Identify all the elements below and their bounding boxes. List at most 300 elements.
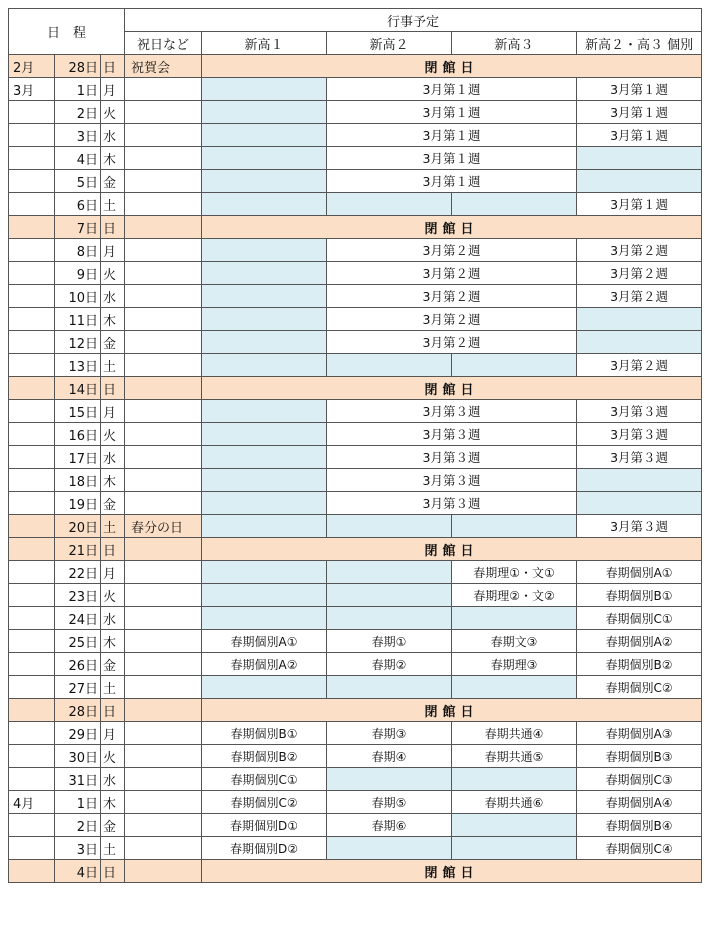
table-row: [9, 78, 702, 101]
month-cell: [9, 101, 55, 124]
weekday-cell: 月: [101, 400, 125, 423]
col-4-cell: 3月第２週: [577, 262, 702, 285]
col-4-cell: [577, 331, 702, 354]
holiday-cell: [125, 147, 202, 170]
col-2-3-cell: 3月第３週: [327, 492, 577, 515]
date-cell: 13日: [55, 354, 101, 377]
holiday-cell: [125, 446, 202, 469]
table-row: [9, 285, 702, 308]
col-4-cell: [577, 308, 702, 331]
col-2-cell: [327, 676, 452, 699]
date-cell: 23日: [55, 584, 101, 607]
col-2-3-cell: 3月第１週: [327, 124, 577, 147]
date-cell: 28日: [55, 699, 101, 722]
weekday-cell: 火: [101, 423, 125, 446]
header-holiday: 祝日など: [125, 32, 202, 55]
header-col-4: 新高２・高３ 個別: [577, 32, 702, 55]
table-row: [9, 699, 702, 722]
month-cell: [9, 630, 55, 653]
col-4-cell: 春期個別C①: [577, 607, 702, 630]
weekday-cell: 水: [101, 124, 125, 147]
col-4-cell: 3月第３週: [577, 446, 702, 469]
weekday-cell: 木: [101, 147, 125, 170]
weekday-cell: 木: [101, 308, 125, 331]
date-cell: 31日: [55, 768, 101, 791]
month-cell: [9, 722, 55, 745]
col-2-cell: 春期⑥: [327, 814, 452, 837]
col-4-cell: 3月第１週: [577, 101, 702, 124]
col-4-cell: 春期個別A④: [577, 791, 702, 814]
col-2-cell: 春期③: [327, 722, 452, 745]
col-4-cell: 春期個別B③: [577, 745, 702, 768]
weekday-cell: 土: [101, 676, 125, 699]
weekday-cell: 金: [101, 814, 125, 837]
month-cell: [9, 308, 55, 331]
col-4-cell: 春期個別B①: [577, 584, 702, 607]
closed-label: 閉館日: [202, 538, 702, 561]
date-cell: 29日: [55, 722, 101, 745]
weekday-cell: 日: [101, 55, 125, 78]
weekday-cell: 木: [101, 630, 125, 653]
holiday-cell: [125, 285, 202, 308]
col-1-cell: [202, 331, 327, 354]
month-cell: [9, 837, 55, 860]
date-cell: 24日: [55, 607, 101, 630]
month-cell: [9, 538, 55, 561]
col-1-cell: 春期個別A①: [202, 630, 327, 653]
date-cell: 4日: [55, 860, 101, 883]
month-cell: [9, 285, 55, 308]
col-1-cell: 春期個別C②: [202, 791, 327, 814]
weekday-cell: 金: [101, 331, 125, 354]
holiday-cell: [125, 699, 202, 722]
holiday-cell: [125, 791, 202, 814]
col-1-cell: [202, 676, 327, 699]
date-cell: 30日: [55, 745, 101, 768]
col-4-cell: 3月第１週: [577, 193, 702, 216]
col-4-cell: 3月第２週: [577, 239, 702, 262]
weekday-cell: 木: [101, 469, 125, 492]
month-cell: [9, 377, 55, 400]
date-cell: 2日: [55, 101, 101, 124]
col-1-cell: [202, 561, 327, 584]
month-cell: [9, 607, 55, 630]
weekday-cell: 水: [101, 607, 125, 630]
table-row: [9, 216, 702, 239]
holiday-cell: [125, 377, 202, 400]
holiday-cell: [125, 630, 202, 653]
schedule-rows: [9, 55, 702, 883]
weekday-cell: 火: [101, 101, 125, 124]
month-cell: [9, 860, 55, 883]
col-4-cell: 3月第３週: [577, 400, 702, 423]
holiday-cell: [125, 216, 202, 239]
holiday-cell: [125, 607, 202, 630]
header-col-1: 新高１: [202, 32, 327, 55]
weekday-cell: 日: [101, 216, 125, 239]
holiday-cell: [125, 584, 202, 607]
col-3-cell: [452, 768, 577, 791]
table-row: [9, 561, 702, 584]
weekday-cell: 日: [101, 699, 125, 722]
closed-label: 閉館日: [202, 699, 702, 722]
date-cell: 27日: [55, 676, 101, 699]
month-cell: [9, 216, 55, 239]
col-1-cell: [202, 262, 327, 285]
col-1-cell: [202, 515, 327, 538]
table-row: [9, 630, 702, 653]
col-1-cell: [202, 354, 327, 377]
col-1-cell: [202, 101, 327, 124]
col-3-cell: 春期共通⑤: [452, 745, 577, 768]
date-cell: 12日: [55, 331, 101, 354]
weekday-cell: 土: [101, 354, 125, 377]
col-2-3-cell: 3月第２週: [327, 262, 577, 285]
col-4-cell: 春期個別A③: [577, 722, 702, 745]
col-2-cell: [327, 607, 452, 630]
month-cell: [9, 469, 55, 492]
col-1-cell: 春期個別C①: [202, 768, 327, 791]
holiday-cell: [125, 124, 202, 147]
month-cell: [9, 147, 55, 170]
date-cell: 7日: [55, 216, 101, 239]
col-2-cell: 春期①: [327, 630, 452, 653]
holiday-cell: [125, 538, 202, 561]
closed-label: 閉館日: [202, 55, 702, 78]
col-1-cell: [202, 400, 327, 423]
table-row: [9, 377, 702, 400]
header-schedule: 日 程: [9, 9, 125, 55]
col-1-cell: [202, 423, 327, 446]
table-row: [9, 814, 702, 837]
holiday-cell: [125, 262, 202, 285]
month-cell: [9, 676, 55, 699]
col-2-3-cell: 3月第３週: [327, 469, 577, 492]
col-2-cell: [327, 837, 452, 860]
col-4-cell: 春期個別A①: [577, 561, 702, 584]
month-cell: [9, 584, 55, 607]
weekday-cell: 金: [101, 492, 125, 515]
table-row: [9, 193, 702, 216]
date-cell: 8日: [55, 239, 101, 262]
month-cell: [9, 423, 55, 446]
col-3-cell: [452, 515, 577, 538]
holiday-cell: [125, 814, 202, 837]
col-4-cell: 3月第１週: [577, 124, 702, 147]
date-cell: 22日: [55, 561, 101, 584]
col-1-cell: [202, 193, 327, 216]
col-1-cell: [202, 308, 327, 331]
col-3-cell: [452, 837, 577, 860]
col-3-cell: [452, 676, 577, 699]
month-cell: [9, 124, 55, 147]
weekday-cell: 土: [101, 515, 125, 538]
schedule-table: [8, 8, 702, 883]
date-cell: 26日: [55, 653, 101, 676]
holiday-cell: [125, 722, 202, 745]
col-1-cell: [202, 124, 327, 147]
header-col-3: 新高３: [452, 32, 577, 55]
col-2-cell: [327, 584, 452, 607]
holiday-cell: [125, 653, 202, 676]
month-cell: [9, 515, 55, 538]
col-2-3-cell: 3月第１週: [327, 101, 577, 124]
col-1-cell: [202, 239, 327, 262]
month-cell: [9, 239, 55, 262]
table-row: [9, 722, 702, 745]
col-4-cell: [577, 170, 702, 193]
holiday-cell: [125, 170, 202, 193]
col-4-cell: 春期個別B④: [577, 814, 702, 837]
table-row: [9, 745, 702, 768]
closed-label: 閉館日: [202, 860, 702, 883]
col-2-cell: [327, 354, 452, 377]
col-1-cell: [202, 147, 327, 170]
holiday-cell: [125, 101, 202, 124]
table-row: [9, 607, 702, 630]
weekday-cell: 水: [101, 285, 125, 308]
table-row: [9, 860, 702, 883]
holiday-cell: [125, 768, 202, 791]
holiday-cell: [125, 469, 202, 492]
weekday-cell: 木: [101, 791, 125, 814]
holiday-cell: [125, 837, 202, 860]
month-cell: [9, 193, 55, 216]
month-cell: [9, 331, 55, 354]
weekday-cell: 火: [101, 262, 125, 285]
col-2-3-cell: 3月第２週: [327, 308, 577, 331]
table-row: [9, 469, 702, 492]
col-4-cell: 春期個別C③: [577, 768, 702, 791]
weekday-cell: 火: [101, 584, 125, 607]
holiday-cell: [125, 193, 202, 216]
col-1-cell: 春期個別D②: [202, 837, 327, 860]
table-row: [9, 101, 702, 124]
col-2-3-cell: 3月第２週: [327, 239, 577, 262]
holiday-cell: [125, 354, 202, 377]
col-1-cell: 春期個別A②: [202, 653, 327, 676]
holiday-cell: [125, 745, 202, 768]
col-2-3-cell: 3月第１週: [327, 170, 577, 193]
col-2-cell: 春期⑤: [327, 791, 452, 814]
table-row: [9, 239, 702, 262]
holiday-cell: [125, 492, 202, 515]
col-2-3-cell: 3月第１週: [327, 78, 577, 101]
table-row: [9, 423, 702, 446]
col-3-cell: 春期共通⑥: [452, 791, 577, 814]
month-cell: [9, 400, 55, 423]
date-cell: 1日: [55, 791, 101, 814]
table-row: [9, 55, 702, 78]
table-row: [9, 331, 702, 354]
date-cell: 5日: [55, 170, 101, 193]
col-1-cell: [202, 78, 327, 101]
holiday-cell: [125, 331, 202, 354]
month-cell: [9, 561, 55, 584]
table-row: [9, 147, 702, 170]
date-cell: 6日: [55, 193, 101, 216]
date-cell: 4日: [55, 147, 101, 170]
table-row: [9, 354, 702, 377]
date-cell: 25日: [55, 630, 101, 653]
col-1-cell: 春期個別D①: [202, 814, 327, 837]
table-row: [9, 538, 702, 561]
col-4-cell: 3月第３週: [577, 423, 702, 446]
col-1-cell: [202, 607, 327, 630]
holiday-cell: 祝賀会: [125, 55, 202, 78]
month-cell: [9, 262, 55, 285]
table-row: [9, 124, 702, 147]
col-3-cell: [452, 814, 577, 837]
col-2-cell: [327, 515, 452, 538]
col-2-cell: 春期④: [327, 745, 452, 768]
col-2-cell: [327, 561, 452, 584]
month-cell: 2月: [9, 55, 55, 78]
month-cell: 3月: [9, 78, 55, 101]
month-cell: 4月: [9, 791, 55, 814]
col-4-cell: [577, 492, 702, 515]
table-row: [9, 446, 702, 469]
col-1-cell: 春期個別B①: [202, 722, 327, 745]
table-row: [9, 584, 702, 607]
closed-label: 閉館日: [202, 216, 702, 239]
holiday-cell: [125, 676, 202, 699]
col-2-cell: 春期②: [327, 653, 452, 676]
holiday-cell: [125, 561, 202, 584]
table-row: [9, 262, 702, 285]
col-3-cell: [452, 607, 577, 630]
weekday-cell: 月: [101, 78, 125, 101]
date-cell: 15日: [55, 400, 101, 423]
col-3-cell: [452, 193, 577, 216]
weekday-cell: 月: [101, 239, 125, 262]
col-2-3-cell: 3月第２週: [327, 285, 577, 308]
col-1-cell: [202, 170, 327, 193]
weekday-cell: 日: [101, 377, 125, 400]
weekday-cell: 日: [101, 860, 125, 883]
date-cell: 19日: [55, 492, 101, 515]
holiday-cell: [125, 308, 202, 331]
date-cell: 2日: [55, 814, 101, 837]
month-cell: [9, 745, 55, 768]
weekday-cell: 水: [101, 446, 125, 469]
date-cell: 3日: [55, 124, 101, 147]
date-cell: 3日: [55, 837, 101, 860]
weekday-cell: 日: [101, 538, 125, 561]
weekday-cell: 水: [101, 768, 125, 791]
date-cell: 18日: [55, 469, 101, 492]
month-cell: [9, 354, 55, 377]
col-2-3-cell: 3月第３週: [327, 446, 577, 469]
col-1-cell: [202, 584, 327, 607]
weekday-cell: 金: [101, 170, 125, 193]
col-2-cell: [327, 768, 452, 791]
col-4-cell: 3月第２週: [577, 354, 702, 377]
weekday-cell: 金: [101, 653, 125, 676]
col-2-3-cell: 3月第３週: [327, 423, 577, 446]
holiday-cell: [125, 423, 202, 446]
month-cell: [9, 653, 55, 676]
month-cell: [9, 170, 55, 193]
col-3-cell: 春期理②・文②: [452, 584, 577, 607]
holiday-cell: [125, 239, 202, 262]
table-row: [9, 676, 702, 699]
date-cell: 11日: [55, 308, 101, 331]
weekday-cell: 火: [101, 745, 125, 768]
table-row: [9, 308, 702, 331]
col-1-cell: [202, 446, 327, 469]
table-row: [9, 653, 702, 676]
col-4-cell: 3月第２週: [577, 285, 702, 308]
table-row: [9, 170, 702, 193]
closed-label: 閉館日: [202, 377, 702, 400]
col-4-cell: 3月第３週: [577, 515, 702, 538]
header-events: 行事予定: [125, 9, 702, 32]
col-4-cell: 春期個別A②: [577, 630, 702, 653]
header-col-2: 新高２: [327, 32, 452, 55]
col-1-cell: 春期個別B②: [202, 745, 327, 768]
holiday-cell: [125, 400, 202, 423]
col-4-cell: 春期個別C④: [577, 837, 702, 860]
table-row: [9, 768, 702, 791]
date-cell: 17日: [55, 446, 101, 469]
table-row: [9, 400, 702, 423]
date-cell: 16日: [55, 423, 101, 446]
table-row: [9, 837, 702, 860]
col-1-cell: [202, 469, 327, 492]
col-2-3-cell: 3月第２週: [327, 331, 577, 354]
month-cell: [9, 446, 55, 469]
col-3-cell: 春期理①・文①: [452, 561, 577, 584]
table-row: [9, 515, 702, 538]
table-row: [9, 791, 702, 814]
table-row: [9, 492, 702, 515]
weekday-cell: 月: [101, 722, 125, 745]
col-3-cell: [452, 354, 577, 377]
col-3-cell: 春期文③: [452, 630, 577, 653]
col-1-cell: [202, 285, 327, 308]
date-cell: 14日: [55, 377, 101, 400]
month-cell: [9, 492, 55, 515]
weekday-cell: 月: [101, 561, 125, 584]
holiday-cell: 春分の日: [125, 515, 202, 538]
col-4-cell: 3月第１週: [577, 78, 702, 101]
date-cell: 1日: [55, 78, 101, 101]
holiday-cell: [125, 860, 202, 883]
col-2-3-cell: 3月第１週: [327, 147, 577, 170]
month-cell: [9, 814, 55, 837]
col-4-cell: 春期個別B②: [577, 653, 702, 676]
col-4-cell: 春期個別C②: [577, 676, 702, 699]
holiday-cell: [125, 78, 202, 101]
col-2-cell: [327, 193, 452, 216]
col-1-cell: [202, 492, 327, 515]
col-2-3-cell: 3月第３週: [327, 400, 577, 423]
col-4-cell: [577, 147, 702, 170]
month-cell: [9, 699, 55, 722]
weekday-cell: 土: [101, 837, 125, 860]
weekday-cell: 土: [101, 193, 125, 216]
month-cell: [9, 768, 55, 791]
date-cell: 28日: [55, 55, 101, 78]
col-3-cell: 春期理③: [452, 653, 577, 676]
col-4-cell: [577, 469, 702, 492]
date-cell: 21日: [55, 538, 101, 561]
date-cell: 10日: [55, 285, 101, 308]
date-cell: 20日: [55, 515, 101, 538]
col-3-cell: 春期共通④: [452, 722, 577, 745]
date-cell: 9日: [55, 262, 101, 285]
